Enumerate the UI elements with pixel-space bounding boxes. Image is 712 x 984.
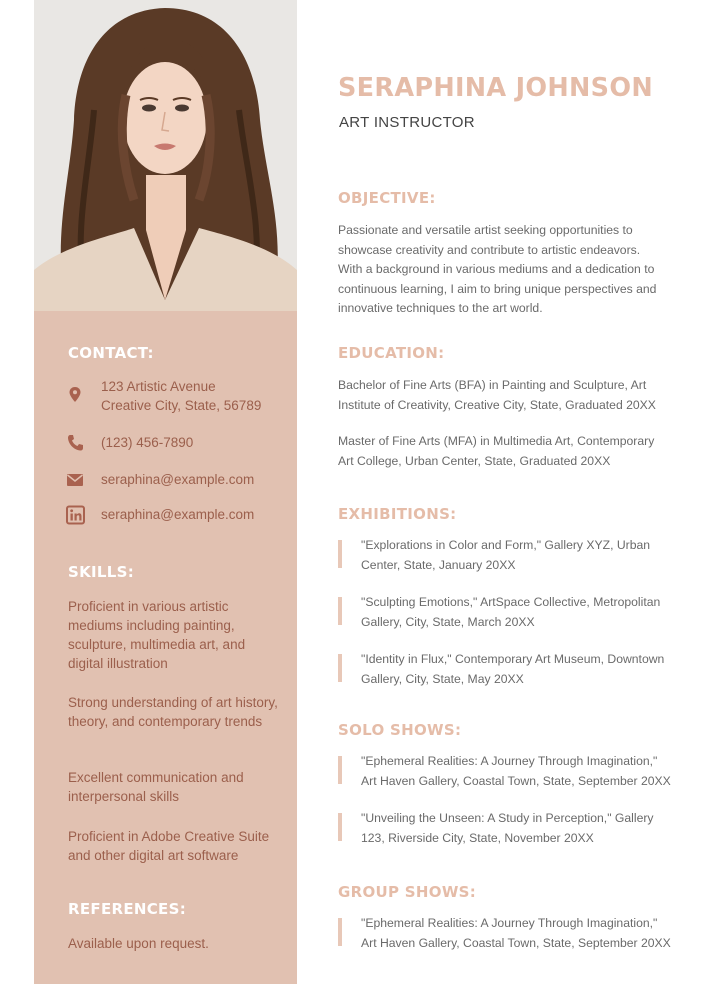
solo-show-text: "Unveiling the Unseen: A Study in Perception," Gallery 123, Riverside City, State, November 20XX (361, 811, 654, 845)
education-item: Bachelor of Fine Arts (BFA) in Painting and Sculpture, Art Institute of Creativity, Creative City, State, Graduated 20XX (338, 378, 656, 412)
accent-bar (338, 597, 342, 625)
contact-heading: CONTACT: (68, 344, 154, 362)
phone-text[interactable]: (123) 456-7890 (101, 435, 194, 450)
skills-heading: SKILLS: (68, 563, 135, 581)
exhibitions-heading: EXHIBITIONS: (338, 505, 457, 523)
education-heading: EDUCATION: (338, 344, 445, 362)
objective-heading: OBJECTIVE: (338, 189, 436, 207)
exhibition-item (338, 593, 668, 632)
solo-show-item (338, 752, 671, 791)
accent-bar (338, 540, 342, 568)
portrait-illustration (34, 0, 297, 311)
solo-show-text: "Ephemeral Realities: A Journey Through Imagination," Art Haven Gallery, Coastal Town, State, September 20XX (361, 754, 671, 788)
accent-bar (338, 918, 342, 946)
solo-shows-heading: SOLO SHOWS: (338, 721, 462, 739)
phone-icon (64, 433, 86, 453)
education-item: Master of Fine Arts (MFA) in Multimedia Art, Contemporary Art College, Urban Center, State, Graduated 20XX (338, 434, 655, 468)
exhibition-text: "Sculpting Emotions," ArtSpace Collective, Metropolitan Gallery, City, State, March 20XX (361, 595, 661, 629)
accent-bar (338, 756, 342, 784)
profile-photo (34, 0, 297, 311)
references-text: Available upon request. (68, 936, 209, 951)
solo-show-item (338, 809, 668, 848)
exhibition-text: "Explorations in Color and Form," Gallery XYZ, Urban Center, State, January 20XX (361, 538, 651, 572)
location-pin-icon (64, 385, 86, 405)
exhibition-text: "Identity in Flux," Contemporary Art Museum, Downtown Gallery, City, State, May 20XX (361, 652, 665, 686)
objective-text: Passionate and versatile artist seeking opportunities to showcase creativity and contribute to artistic endeavors. With a background in various mediums and a dedication to continuous learning, I aim to bring unique perspectives and innovative techniques to the art world. (338, 223, 657, 315)
job-title: ART INSTRUCTOR (339, 114, 475, 131)
address-line-2: Creative City, State, 56789 (101, 398, 262, 413)
exhibition-item (338, 650, 668, 689)
email-text[interactable]: seraphina@example.com (101, 472, 255, 487)
address-line-1: 123 Artistic Avenue (101, 379, 216, 394)
full-name: SERAPHINA JOHNSON (338, 73, 653, 103)
group-show-text: "Ephemeral Realities: A Journey Through Imagination," Art Haven Gallery, Coastal Town, State, September 20XX (361, 916, 671, 950)
accent-bar (338, 654, 342, 682)
skill-item: Strong understanding of art history, theory, and contemporary trends (68, 695, 278, 729)
sidebar (34, 0, 297, 984)
email-icon (64, 470, 86, 490)
linkedin-text[interactable]: seraphina@example.com (101, 507, 255, 522)
group-show-item (338, 914, 671, 953)
skill-item: Excellent communication and interpersonal skills (68, 770, 244, 804)
group-shows-heading: GROUP SHOWS: (338, 883, 477, 901)
exhibition-item (338, 536, 668, 575)
skill-item: Proficient in Adobe Creative Suite and other digital art software (68, 829, 270, 863)
linkedin-icon (64, 505, 86, 525)
accent-bar (338, 813, 342, 841)
skill-item: Proficient in various artistic mediums including painting, sculpture, multimedia art, and digital illustration (68, 599, 246, 671)
references-heading: REFERENCES: (68, 900, 186, 918)
